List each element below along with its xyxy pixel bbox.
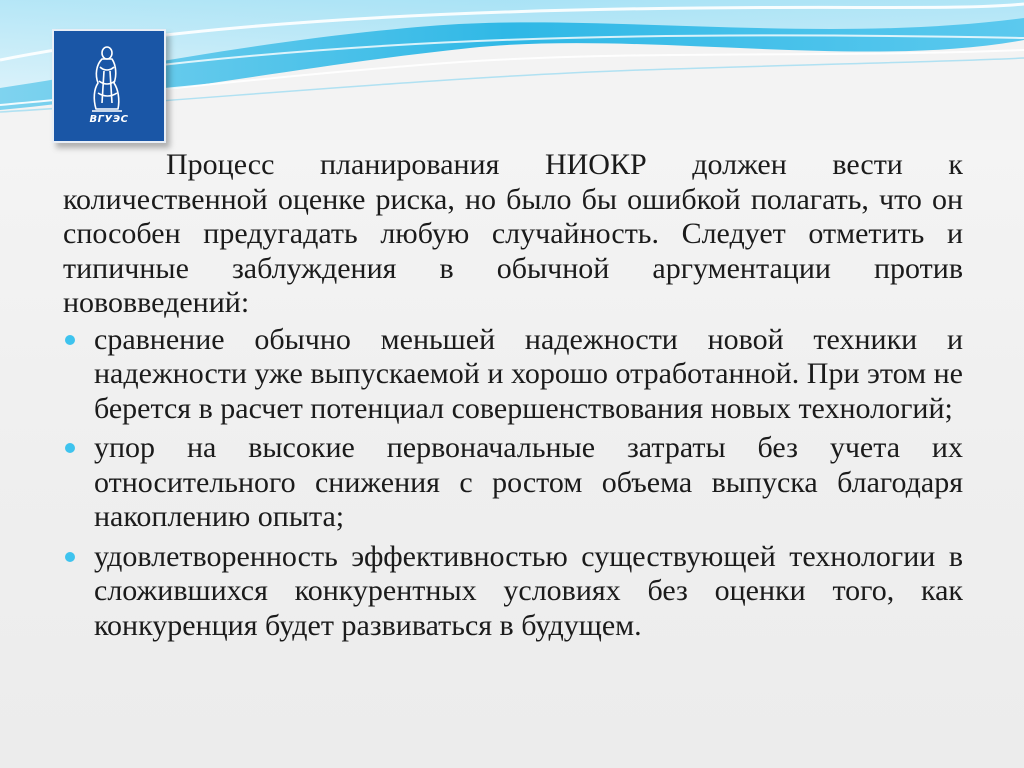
- bullet-dot-icon: [65, 443, 75, 453]
- university-logo: [52, 29, 166, 143]
- bullet-text: упор на высокие первоначальные затраты без учета их относительного снижения с ростом объема выпуска благодаря накоплению опыта;: [94, 431, 963, 533]
- bullet-text: удовлетворенность эффективностью существующей технологии в сложившихся конкурентных условиях без оценки того, как конкуренция будет развиваться в будущем.: [94, 539, 963, 642]
- bullet-dot-icon: [65, 335, 75, 345]
- bullet-list: [63, 323, 963, 644]
- slide-body: [63, 148, 963, 643]
- bullet-item: [63, 431, 963, 535]
- bullet-dot-icon: [65, 552, 75, 562]
- logo-text: ВГУЭС: [89, 114, 129, 125]
- bullet-item: [63, 540, 963, 644]
- bullet-text: сравнение обычно меньшей надежности новой техники и надежности уже выпускаемой и хорошо отработанной. При этом не берется в расчет потенциал совершенствования новых технологий;: [94, 322, 963, 425]
- intro-paragraph: Процесс планирования НИОКР должен вести к количественной оценке риска, но было бы ошибкой полагать, что он способен предугадать любую случайность. Следует отметить и типичные заблуждения в обычной аргументации против нововведений:: [63, 148, 963, 319]
- bullet-item: [63, 323, 963, 427]
